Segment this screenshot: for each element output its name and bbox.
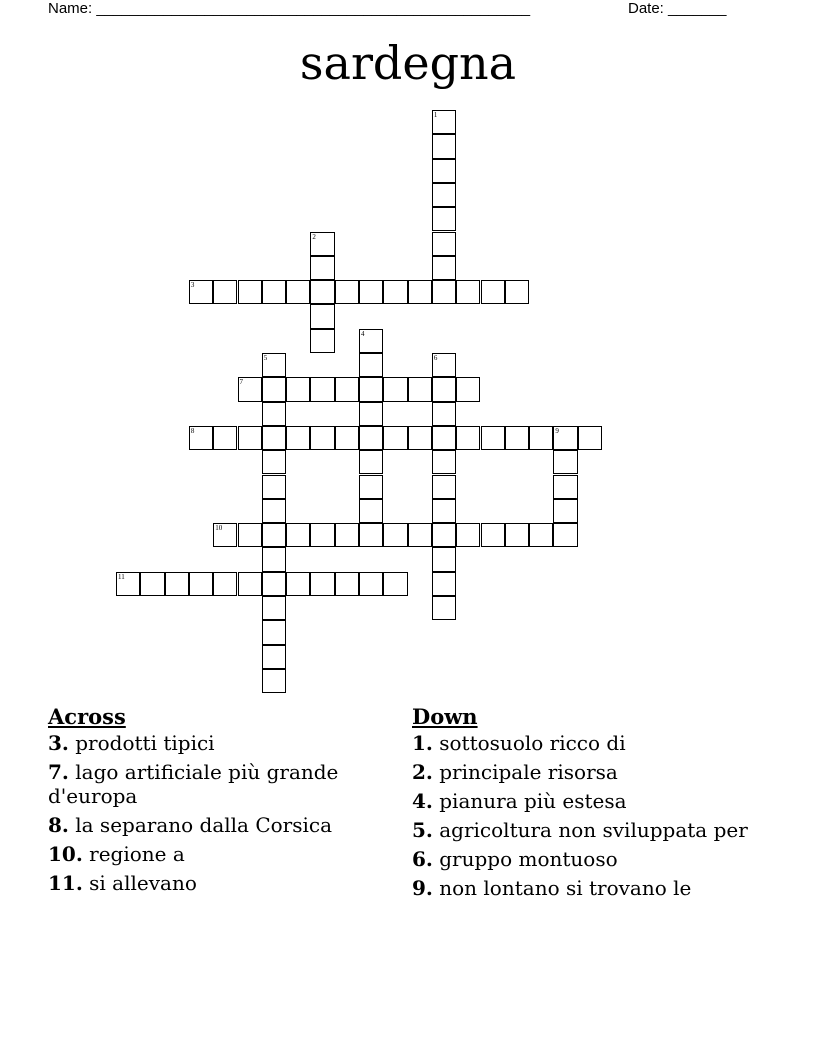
grid-cell[interactable] <box>456 523 480 547</box>
grid-cell[interactable] <box>432 499 456 523</box>
clue-number: 1 <box>433 111 438 119</box>
grid-cell[interactable] <box>286 572 310 596</box>
grid-cell[interactable] <box>262 596 286 620</box>
grid-cell[interactable] <box>408 523 432 547</box>
grid-cell[interactable] <box>262 523 286 547</box>
clue-number: 10 <box>215 524 223 533</box>
grid-cell[interactable] <box>238 523 262 547</box>
grid-cell[interactable] <box>359 377 383 401</box>
clue-text: si allevano <box>89 871 197 895</box>
grid-cell[interactable] <box>505 523 529 547</box>
grid-cell[interactable] <box>359 353 383 377</box>
grid-cell[interactable] <box>335 280 359 304</box>
grid-cell[interactable] <box>408 426 432 450</box>
grid-cell[interactable] <box>140 572 164 596</box>
grid-cell[interactable] <box>481 280 505 304</box>
grid-cell[interactable] <box>310 280 334 304</box>
clue-number: 6 <box>433 354 438 362</box>
grid-cell[interactable] <box>238 280 262 304</box>
across-clue <box>48 813 388 837</box>
clue-text: principale risorsa <box>439 760 618 784</box>
grid-cell[interactable] <box>189 280 213 304</box>
grid-cell[interactable] <box>262 669 286 693</box>
grid-cell[interactable] <box>262 499 286 523</box>
grid-cell[interactable] <box>359 450 383 474</box>
grid-cell[interactable] <box>359 280 383 304</box>
grid-cell[interactable] <box>310 523 334 547</box>
grid-cell[interactable] <box>359 523 383 547</box>
grid-cell[interactable] <box>213 523 237 547</box>
down-heading: Down <box>412 704 478 729</box>
grid-cell[interactable] <box>432 523 456 547</box>
grid-cell[interactable] <box>359 402 383 426</box>
grid-cell[interactable] <box>310 572 334 596</box>
grid-cell[interactable] <box>432 426 456 450</box>
clue-num: 8. <box>48 813 69 837</box>
clue-text: lago artificiale più grande d'europa <box>48 760 339 808</box>
grid-cell[interactable] <box>262 426 286 450</box>
grid-cell[interactable] <box>432 596 456 620</box>
clue-num: 3. <box>48 731 69 755</box>
grid-cell[interactable] <box>456 280 480 304</box>
grid-cell[interactable] <box>432 280 456 304</box>
grid-cell[interactable] <box>335 377 359 401</box>
down-clue <box>412 789 752 813</box>
clue-number: 8 <box>190 426 195 435</box>
clue-text: sottosuolo ricco di <box>439 731 626 755</box>
grid-cell[interactable] <box>529 426 553 450</box>
clue-number: 2 <box>312 232 316 241</box>
grid-cell[interactable] <box>383 572 407 596</box>
across-heading: Across <box>48 704 126 729</box>
grid-cell[interactable] <box>286 377 310 401</box>
grid-cell[interactable] <box>383 280 407 304</box>
grid-cell[interactable] <box>262 402 286 426</box>
grid-cell[interactable] <box>359 426 383 450</box>
clue-num: 7. <box>48 760 69 784</box>
grid-cell[interactable] <box>116 572 140 596</box>
grid-cell[interactable] <box>432 475 456 499</box>
grid-cell[interactable] <box>553 426 577 450</box>
grid-cell[interactable] <box>432 572 456 596</box>
clue-num: 4. <box>412 789 433 813</box>
grid-cell[interactable] <box>359 475 383 499</box>
grid-cell[interactable] <box>432 134 456 158</box>
grid-cell[interactable] <box>505 280 529 304</box>
grid-cell[interactable] <box>238 426 262 450</box>
grid-cell[interactable] <box>286 523 310 547</box>
grid-cell[interactable] <box>408 280 432 304</box>
name-field[interactable]: Name: ____________________________________________________ <box>48 0 531 17</box>
clue-text: gruppo montuoso <box>439 847 618 871</box>
grid-cell[interactable] <box>238 377 262 401</box>
grid-cell[interactable] <box>481 426 505 450</box>
clue-number: 11 <box>118 572 125 581</box>
down-clues <box>412 703 752 905</box>
grid-cell[interactable] <box>432 110 456 134</box>
grid-cell[interactable] <box>359 329 383 353</box>
grid-cell[interactable] <box>262 280 286 304</box>
across-clue <box>48 871 388 895</box>
clue-number: 3 <box>190 281 195 290</box>
down-clue <box>412 876 752 900</box>
grid-cell[interactable] <box>286 426 310 450</box>
grid-cell[interactable] <box>213 280 237 304</box>
grid-cell[interactable] <box>213 572 237 596</box>
grid-cell[interactable] <box>432 353 456 377</box>
grid-cell[interactable] <box>432 256 456 280</box>
clue-num: 10. <box>48 842 83 866</box>
puzzle-title: sardegna <box>299 36 517 90</box>
grid-cell[interactable] <box>505 426 529 450</box>
grid-cell[interactable] <box>189 572 213 596</box>
grid-cell[interactable] <box>432 232 456 256</box>
grid-cell[interactable] <box>310 329 334 353</box>
grid-cell[interactable] <box>335 572 359 596</box>
clue-text: agricoltura non sviluppata per <box>439 818 748 842</box>
clue-text: prodotti tipici <box>75 731 215 755</box>
grid-cell[interactable] <box>432 450 456 474</box>
grid-cell[interactable] <box>262 645 286 669</box>
grid-cell[interactable] <box>432 377 456 401</box>
down-clue <box>412 818 752 842</box>
grid-cell[interactable] <box>238 572 262 596</box>
across-clue <box>48 731 388 755</box>
grid-cell[interactable] <box>432 183 456 207</box>
grid-cell[interactable] <box>310 377 334 401</box>
clue-number: 5 <box>263 354 268 362</box>
grid-cell[interactable] <box>310 232 334 256</box>
grid-cell[interactable] <box>408 377 432 401</box>
grid-cell[interactable] <box>553 523 577 547</box>
clue-number: 4 <box>361 329 365 338</box>
grid-cell[interactable] <box>310 426 334 450</box>
across-clues <box>48 703 388 900</box>
clue-number: 7 <box>239 378 243 387</box>
grid-cell[interactable] <box>359 572 383 596</box>
clue-num: 6. <box>412 847 433 871</box>
clue-num: 2. <box>412 760 433 784</box>
grid-cell[interactable] <box>383 377 407 401</box>
clue-num: 11. <box>48 871 83 895</box>
grid-cell[interactable] <box>262 450 286 474</box>
grid-cell[interactable] <box>262 353 286 377</box>
grid-cell[interactable] <box>310 304 334 328</box>
grid-cell[interactable] <box>262 620 286 644</box>
grid-cell[interactable] <box>553 450 577 474</box>
grid-cell[interactable] <box>383 426 407 450</box>
grid-cell[interactable] <box>262 547 286 571</box>
clue-num: 9. <box>412 876 433 900</box>
grid-cell[interactable] <box>481 523 505 547</box>
grid-cell[interactable] <box>335 426 359 450</box>
grid-cell[interactable] <box>578 426 602 450</box>
across-clue <box>48 842 388 866</box>
grid-cell[interactable] <box>310 256 334 280</box>
clue-number: 9 <box>555 426 559 435</box>
grid-cell[interactable] <box>165 572 189 596</box>
grid-cell[interactable] <box>262 572 286 596</box>
grid-cell[interactable] <box>432 207 456 231</box>
clue-num: 1. <box>412 731 433 755</box>
clue-text: pianura più estesa <box>439 789 627 813</box>
grid-cell[interactable] <box>383 523 407 547</box>
across-clue <box>48 760 388 808</box>
clue-text: regione a <box>89 842 185 866</box>
grid-cell[interactable] <box>456 426 480 450</box>
grid-cell[interactable] <box>262 377 286 401</box>
grid-cell[interactable] <box>335 523 359 547</box>
grid-cell[interactable] <box>432 159 456 183</box>
clue-text: non lontano si trovano le <box>439 876 692 900</box>
clue-text: la separano dalla Corsica <box>75 813 333 837</box>
grid-cell[interactable] <box>213 426 237 450</box>
grid-cell[interactable] <box>432 402 456 426</box>
grid-cell[interactable] <box>456 377 480 401</box>
grid-cell[interactable] <box>432 547 456 571</box>
date-field[interactable]: Date: _______ <box>628 0 727 17</box>
down-clue <box>412 760 752 784</box>
grid-cell[interactable] <box>553 475 577 499</box>
grid-cell[interactable] <box>553 499 577 523</box>
grid-cell[interactable] <box>529 523 553 547</box>
grid-cell[interactable] <box>286 280 310 304</box>
down-clue <box>412 731 752 755</box>
clue-num: 5. <box>412 818 433 842</box>
down-clue <box>412 847 752 871</box>
grid-cell[interactable] <box>189 426 213 450</box>
grid-cell[interactable] <box>262 475 286 499</box>
grid-cell[interactable] <box>359 499 383 523</box>
